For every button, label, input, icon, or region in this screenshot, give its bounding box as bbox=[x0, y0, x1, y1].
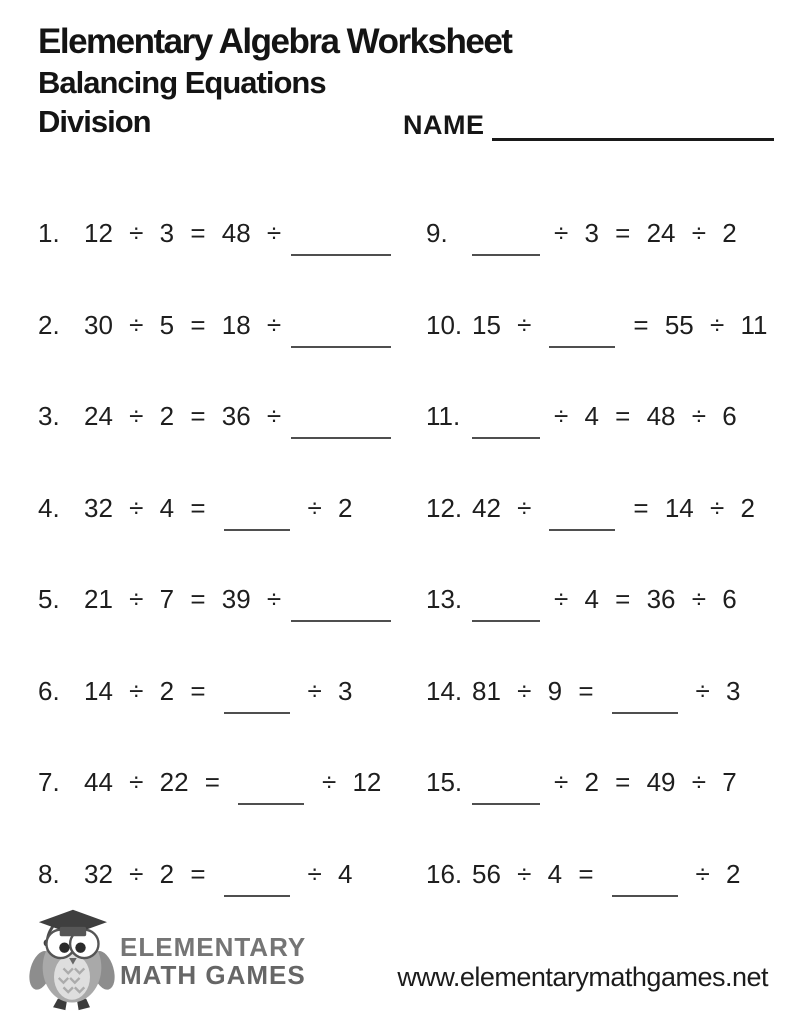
problem-row bbox=[38, 389, 426, 481]
equation-after-blank: = 55 ÷ 11 bbox=[633, 309, 768, 340]
problem-number: 7. bbox=[38, 767, 60, 797]
answer-blank[interactable] bbox=[472, 242, 540, 256]
problem-row bbox=[38, 755, 426, 847]
equation-before-blank: 44 ÷ 22 = bbox=[84, 767, 220, 797]
equation-before-blank: 32 ÷ 4 = bbox=[84, 492, 206, 523]
equation-before-blank: 14 ÷ 2 = bbox=[84, 675, 206, 706]
problem-row bbox=[426, 298, 800, 390]
problem-number: 12. bbox=[426, 492, 463, 523]
name-label: NAME bbox=[403, 110, 485, 140]
equation-before-blank: 15 ÷ bbox=[472, 309, 532, 340]
page-title: Elementary Algebra Worksheet bbox=[38, 22, 512, 61]
equation-after-blank: ÷ 2 = 49 ÷ 7 bbox=[554, 767, 737, 797]
problem-number: 9. bbox=[426, 218, 448, 248]
answer-blank[interactable] bbox=[224, 700, 290, 714]
problem-number: 2. bbox=[38, 309, 60, 340]
equation-after-blank: ÷ 12 bbox=[321, 767, 382, 797]
equation-after-blank: ÷ 2 bbox=[695, 858, 741, 889]
equation-after-blank: = 14 ÷ 2 bbox=[633, 492, 755, 523]
problem-number: 4. bbox=[38, 492, 60, 523]
answer-blank[interactable] bbox=[612, 883, 678, 897]
equation-before-blank: 21 ÷ 7 = 39 ÷ bbox=[84, 584, 282, 614]
equation-before-blank: 24 ÷ 2 = 36 ÷ bbox=[84, 401, 282, 431]
equation-after-blank: ÷ 3 = 24 ÷ 2 bbox=[554, 218, 737, 248]
problem-row bbox=[38, 206, 426, 298]
problem-number: 16. bbox=[426, 858, 463, 889]
logo-line2: MATH GAMES bbox=[120, 959, 306, 990]
problem-number: 11. bbox=[426, 401, 461, 431]
problem-row bbox=[38, 481, 426, 573]
problem-row bbox=[426, 755, 800, 847]
equation-after-blank: ÷ 2 bbox=[307, 492, 353, 523]
answer-blank[interactable] bbox=[472, 608, 540, 622]
problem-row bbox=[426, 572, 800, 664]
answer-blank[interactable] bbox=[291, 425, 391, 439]
answer-blank[interactable] bbox=[472, 425, 540, 439]
problems-grid bbox=[38, 206, 800, 938]
problem-number: 15. bbox=[426, 767, 463, 797]
problem-number: 10. bbox=[426, 309, 463, 340]
answer-blank[interactable] bbox=[549, 517, 615, 531]
problem-number: 6. bbox=[38, 675, 60, 706]
answer-blank[interactable] bbox=[549, 334, 615, 348]
website-url: www.elementarymathgames.net bbox=[397, 962, 768, 992]
equation-before-blank: 32 ÷ 2 = bbox=[84, 858, 206, 889]
equation-after-blank: ÷ 3 bbox=[695, 675, 741, 706]
problem-number: 3. bbox=[38, 401, 60, 431]
logo-line1: ELEMENTARY bbox=[120, 932, 307, 963]
worksheet-footer bbox=[28, 915, 770, 1035]
name-block bbox=[403, 106, 774, 141]
page-subtitle: Balancing Equations bbox=[38, 64, 326, 100]
answer-blank[interactable] bbox=[291, 242, 391, 256]
answer-blank[interactable] bbox=[291, 334, 391, 348]
worksheet-topic: Division bbox=[38, 103, 151, 139]
answer-blank[interactable] bbox=[224, 883, 290, 897]
problem-number: 8. bbox=[38, 858, 60, 889]
problem-number: 5. bbox=[38, 584, 60, 614]
problem-number: 14. bbox=[426, 675, 463, 706]
answer-blank[interactable] bbox=[612, 700, 678, 714]
answer-blank[interactable] bbox=[472, 791, 540, 805]
equation-after-blank: ÷ 3 bbox=[307, 675, 353, 706]
equation-after-blank: ÷ 4 = 48 ÷ 6 bbox=[554, 401, 737, 431]
equation-before-blank: 30 ÷ 5 = 18 ÷ bbox=[84, 309, 282, 340]
problem-row bbox=[38, 298, 426, 390]
problem-row bbox=[426, 664, 800, 756]
answer-blank[interactable] bbox=[291, 608, 391, 622]
problem-number: 1. bbox=[38, 218, 60, 248]
equation-before-blank: 81 ÷ 9 = bbox=[472, 675, 594, 706]
owl-graduation-cap-icon bbox=[28, 906, 116, 1017]
problem-row bbox=[426, 389, 800, 481]
problem-number: 13. bbox=[426, 584, 463, 614]
equation-after-blank: ÷ 4 bbox=[307, 858, 353, 889]
elementary-math-games-logo bbox=[28, 906, 306, 1017]
equation-before-blank: 42 ÷ bbox=[472, 492, 532, 523]
logo-text bbox=[120, 934, 306, 989]
answer-blank[interactable] bbox=[224, 517, 290, 531]
name-field-line[interactable] bbox=[492, 106, 774, 141]
problem-row bbox=[426, 481, 800, 573]
equation-after-blank: ÷ 4 = 36 ÷ 6 bbox=[554, 584, 737, 614]
equation-before-blank: 12 ÷ 3 = 48 ÷ bbox=[84, 218, 282, 248]
answer-blank[interactable] bbox=[238, 791, 304, 805]
equation-before-blank: 56 ÷ 4 = bbox=[472, 858, 594, 889]
problem-row bbox=[38, 572, 426, 664]
problem-row bbox=[426, 206, 800, 298]
problem-row bbox=[38, 664, 426, 756]
